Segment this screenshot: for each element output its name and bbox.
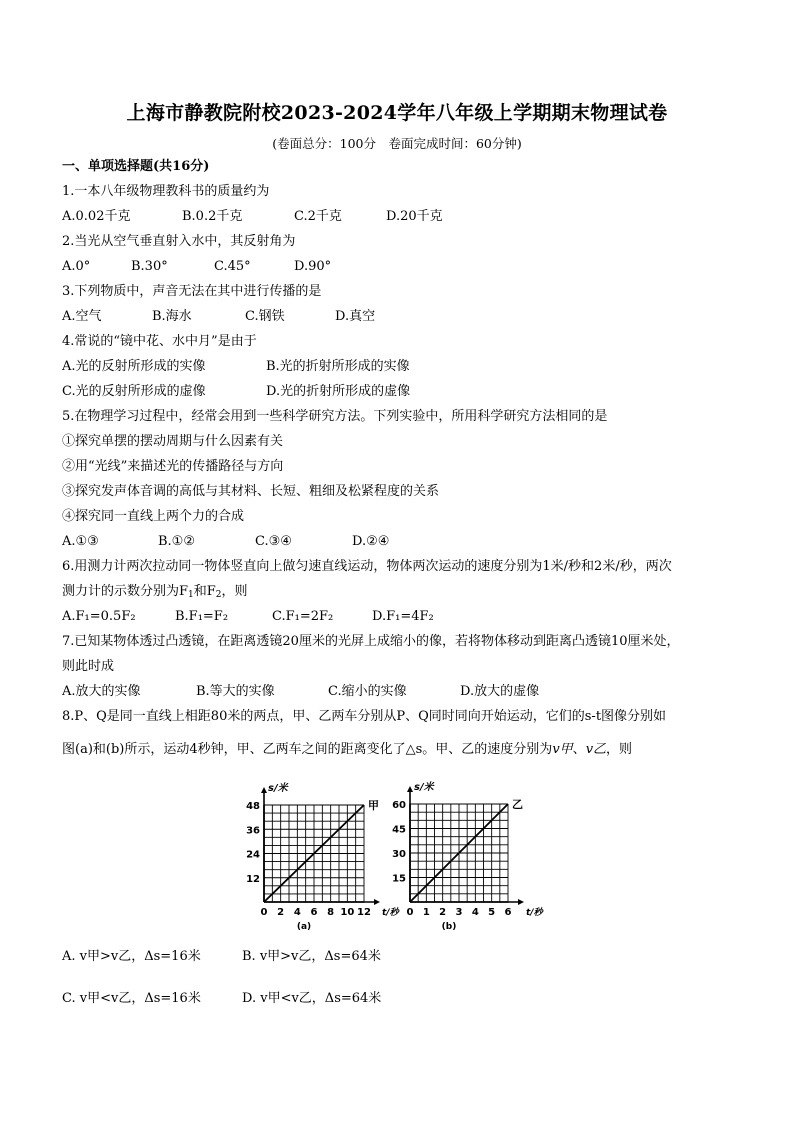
q3-option-d: D.真空	[335, 309, 376, 324]
st-graphs-svg	[244, 782, 543, 932]
y-tick-label: 48	[246, 801, 260, 812]
x-tick-label: 1	[422, 907, 430, 918]
q3-option-c: C.钢铁	[245, 309, 285, 324]
x-axis-label: t/秒	[526, 908, 543, 918]
q1-option-d: D.20千克	[386, 209, 443, 224]
q8-option-a: A. v甲>v乙，Δs=16米	[62, 949, 201, 964]
chart-a	[246, 782, 401, 932]
q8-option-d: D. v甲<v乙，Δs=64米	[242, 991, 382, 1006]
q4-option-c: C.光的反射所形成的虚像	[62, 384, 206, 399]
q1-option-a: A.0.02千克	[62, 209, 131, 224]
y-axis-label: s/米	[268, 783, 288, 794]
x-tick-label: 0	[406, 907, 414, 918]
y-axis-arrow	[261, 787, 267, 793]
q2-option-c: C.45°	[214, 259, 251, 274]
q1-option-c: C.2千克	[294, 209, 342, 224]
x-tick-label: 6	[310, 907, 318, 918]
q3-option-b: B.海水	[152, 309, 192, 324]
y-tick-label: 15	[392, 873, 406, 885]
x-tick-label: 3	[455, 907, 463, 918]
q4-option-a: A.光的反射所形成的实像	[62, 359, 206, 374]
q2-option-a: A.0°	[62, 259, 91, 274]
q7-option-c: C.缩小的实像	[328, 684, 407, 699]
q8-option-b: B. v甲>v乙，Δs=64米	[242, 949, 381, 964]
q1-option-b: B.0.2千克	[182, 209, 243, 224]
y-tick-label: 36	[246, 825, 260, 837]
x-axis-arrow	[374, 899, 380, 905]
x-tick-label: 10	[340, 907, 355, 918]
x-tick-label: 2	[439, 907, 447, 918]
q6-stem-line2: 测力计的示数分别为$F_1$和$F_2$，则	[62, 584, 248, 600]
y-tick-label: 24	[246, 849, 260, 861]
st-graphs	[244, 782, 543, 932]
q5-item-3: ③探究发声体音调的高低与其材料、长短、粗细及松紧程度的关系	[62, 484, 440, 499]
q8-stem-line1: 8.P、Q是同一直线上相距80米的两点，甲、乙两车分别从P、Q同时同向开始运动，它们的s-t图像分别如	[62, 709, 667, 724]
x-tick-label: 0	[260, 907, 268, 918]
q2-option-b: B.30°	[131, 259, 168, 274]
q4-option-d: D.光的折射所形成的虚像	[266, 384, 411, 399]
q7-option-d: D.放大的虚像	[460, 684, 540, 699]
x-axis-arrow	[518, 899, 524, 905]
section-heading: 一、单项选择题(共16分)	[62, 159, 210, 174]
q4-option-b: B.光的折射所形成的实像	[266, 359, 410, 374]
q5-item-4: ④探究同一直线上两个力的合成	[62, 509, 245, 524]
chart-caption: (b)	[441, 922, 457, 932]
q5-stem: 5.在物理学习过程中，经常会用到一些科学研究方法。下列实验中，所用科学研究方法相同的是	[62, 409, 608, 424]
q5-item-2: ②用“光线”来描述光的传播路径与方向	[62, 459, 284, 474]
y-tick-label: 60	[392, 800, 406, 811]
series-label: 甲	[368, 799, 379, 812]
chart-caption: (a)	[296, 922, 312, 932]
y-axis-arrow	[407, 786, 413, 792]
q6-stem-line1: 6.用测力计两次拉动同一物体竖直向上做匀速直线运动，物体两次运动的速度分别为1米/秒和2米/秒，两次	[62, 559, 672, 574]
q8-option-c: C. v甲<v乙，Δs=16米	[62, 991, 201, 1006]
y-tick-label: 30	[392, 849, 406, 860]
chart-b	[392, 781, 545, 932]
q2-option-d: D.90°	[294, 259, 332, 274]
q7-option-a: A.放大的实像	[62, 684, 141, 699]
y-tick-label: 12	[246, 873, 260, 885]
q3-option-a: A.空气	[62, 309, 102, 324]
q6-option-a: A.F₁=0.5F₂	[62, 609, 136, 624]
page-title: 上海市静教院附校2023-2024学年八年级上学期期末物理试卷	[126, 102, 668, 124]
x-tick-label: 8	[327, 907, 335, 918]
q7-stem-line1: 7.已知某物体透过凸透镜，在距离透镜20厘米的光屏上成缩小的像，若将物体移动到距离凸透镜10厘米处，	[62, 634, 680, 649]
x-tick-label: 4	[471, 907, 479, 918]
x-axis-label: t/秒	[382, 908, 399, 918]
q2-stem: 2.当光从空气垂直射入水中，其反射角为	[62, 234, 296, 249]
q6-option-d: D.F₁=4F₂	[372, 609, 434, 624]
q1-stem: 1.一本八年级物理教科书的质量约为	[62, 184, 270, 199]
x-tick-label: 4	[293, 907, 301, 918]
series-label: 乙	[512, 798, 523, 811]
y-tick-label: 45	[392, 824, 406, 836]
q6-option-c: C.F₁=2F₂	[272, 609, 334, 624]
q5-item-1: ①探究单摆的摆动周期与什么因素有关	[62, 434, 284, 449]
y-axis-label: s/米	[414, 782, 434, 793]
q3-stem: 3.下列物质中，声音无法在其中进行传播的是	[62, 284, 322, 299]
q4-stem: 4.常说的“镜中花、水中月”是由于	[62, 334, 257, 349]
x-tick-label: 5	[488, 907, 496, 918]
q5-option-d: D.②④	[352, 534, 390, 549]
page-subtitle: (卷面总分：100分 卷面完成时间：60分钟)	[272, 136, 522, 151]
q5-option-b: B.①②	[158, 534, 195, 549]
q6-option-b: B.F₁=F₂	[175, 609, 229, 624]
q7-stem-line2: 则此时成	[62, 659, 115, 674]
q5-option-a: A.①③	[62, 534, 99, 549]
q5-option-c: C.③④	[255, 534, 292, 549]
q8-stem-line2: 图(a)和(b)所示，运动4秒钟，甲、乙两车之间的距离变化了△s。甲、乙的速度分别为v甲、v乙，则	[62, 742, 633, 757]
x-tick-label: 2	[277, 907, 285, 918]
x-tick-label: 12	[357, 907, 371, 918]
q7-option-b: B.等大的实像	[196, 684, 275, 699]
x-tick-label: 6	[504, 907, 512, 918]
